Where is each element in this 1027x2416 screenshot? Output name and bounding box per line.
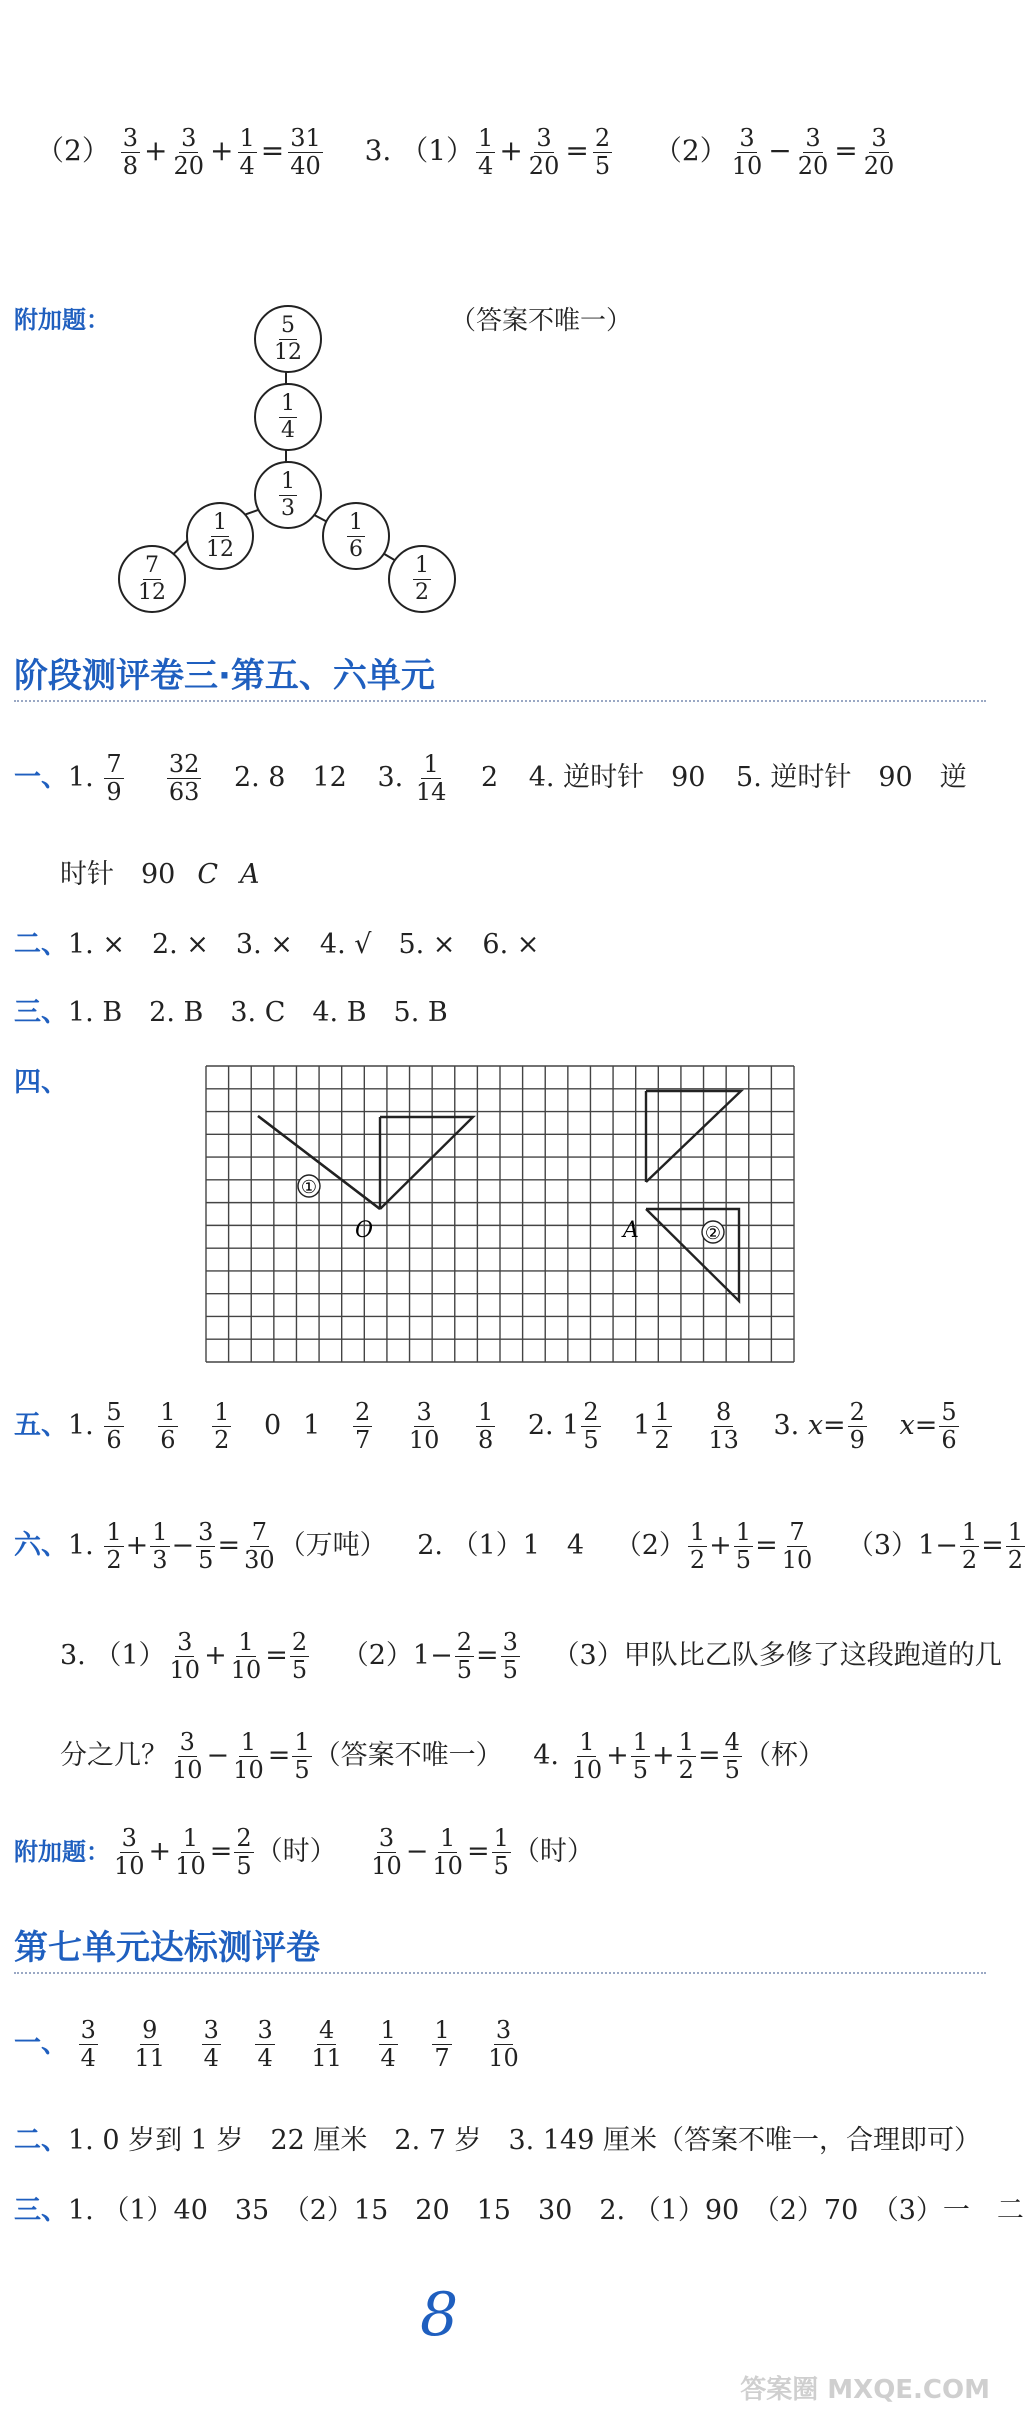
s7-san: 三、1. （1）40 35 （2）15 20 15 30 2. （1）90 （2）70 （3）一 二 (14, 2195, 1024, 2226)
s3-liu-3: 分之几？ $\frac{3}{10}$ − $\frac{1}{10}$ = $\frac{1}{5}$ （答案不唯一） 4. $\frac{1}{10}$ + $\frac{1}{5}$ + $\frac{1}{2}$ = $\frac{4}{5}$ （杯） (60, 1728, 825, 1785)
node-7-12: $\frac{7}{12}$ (118, 545, 186, 613)
s3-er: 二、1. × 2. × 3. × 4. √ 5. × 6. × (14, 929, 540, 960)
page-number: 8 (420, 2280, 459, 2350)
rotation-grid (205, 1065, 795, 1365)
s3-si-label: 四、 (14, 1067, 68, 1098)
fraction: $\frac{3}{10}$ (731, 124, 763, 181)
section-rule (14, 700, 986, 702)
fraction: $\frac{3}{20}$ (528, 124, 560, 181)
s3-yi-line1: 一、1. $\frac{7}{9}$ $\frac{32}{63}$ 2. 8 12 3. $\frac{1}{14}$ 2 4. 逆时针 90 5. 逆时针 90 逆 (14, 750, 967, 807)
s7-yi: 一、 $\frac{3}{4}$ $\frac{9}{11}$ $\frac{3}{4}$ $\frac{3}{4}$ $\frac{4}{11}$ $\frac{1}{4}$ $\frac{1}{7}$ $\frac{3}{10}$ (14, 2016, 519, 2073)
node-5-12: $\frac{5}{12}$ (254, 305, 322, 373)
section-title-7: 第七单元达标测评卷 (14, 1928, 320, 1968)
fraction: $\frac{31}{40}$ (290, 124, 321, 181)
o-label: O (355, 1218, 374, 1243)
fraction: $\frac{32}{63}$ (168, 750, 200, 807)
fraction: $\frac{3}{20}$ (863, 124, 895, 181)
fraction: $\frac{2}{9}$ (849, 1398, 865, 1455)
fraction: $\frac{2}{5}$ (594, 124, 611, 181)
s3-liu-1: 六、1. $\frac{1}{2}$ + $\frac{1}{3}$ − $\frac{3}{5}$ = $\frac{7}{30}$ （万吨） 2. （1）1 4 （2） $\frac{1}{2}$ + $\frac{1}{5}$ = $\frac{7}{10}$ （3）1− $\frac{1}{2}$ = $\frac{1}{2}$ (14, 1518, 1024, 1575)
node-1-4: $\frac{1}{4}$ (254, 383, 322, 451)
fujia-label: 附加题： (14, 306, 110, 334)
fraction: $\frac{1}{2}$ (654, 1398, 670, 1455)
s3-yi-line2: 时针 90 C A (60, 859, 260, 890)
section-rule-7 (14, 1972, 986, 1974)
shape-2-label: ② (704, 1223, 722, 1244)
fujia-note: （答案不唯一） (450, 306, 633, 336)
node-1-3: $\frac{1}{3}$ (254, 461, 322, 529)
fraction: $\frac{3}{20}$ (173, 124, 205, 181)
fraction: $\frac{3}{20}$ (797, 124, 829, 181)
label: （2） (36, 134, 110, 168)
fraction: $\frac{1}{6}$ (160, 1398, 176, 1455)
section-title: 阶段测评卷三·第五、六单元 (14, 656, 435, 696)
fraction: $\frac{7}{9}$ (106, 750, 122, 807)
fraction: $\frac{1}{2}$ (214, 1398, 230, 1455)
fraction: $\frac{3}{10}$ (408, 1398, 440, 1455)
fraction: $\frac{1}{4}$ (478, 124, 494, 181)
node-1-12: $\frac{1}{12}$ (186, 502, 254, 570)
fraction: $\frac{3}{8}$ (122, 124, 139, 181)
fraction: $\frac{1}{8}$ (477, 1398, 494, 1455)
node-1-6: $\frac{1}{6}$ (322, 502, 390, 570)
fraction: $\frac{5}{6}$ (941, 1398, 957, 1455)
s7-er: 二、1. 0 岁到 1 岁 22 厘米 2. 7 岁 3. 149 厘米（答案不唯一，合理即可） (14, 2125, 981, 2156)
label: 3. （1） (364, 134, 475, 168)
s3-liu-2: 3. （1） $\frac{3}{10}$ + $\frac{1}{10}$ = $\frac{2}{5}$ （2）1− $\frac{2}{5}$ = $\frac{3}{5}$ （3）甲队比乙队多修了这段跑道的几 (60, 1628, 1002, 1685)
line1: （2） $\frac{3}{8}$ + $\frac{3}{20}$ + $\frac{1}{4}$ = $\frac{31}{40}$ 3. （1） $\frac{1}{4}$ + $\frac{3}{20}$ = $\frac{2}{5}$ （2） $\frac{3}{10}$ − $\frac{3}{20}$ = $\frac{3}{20}$ (36, 124, 895, 181)
fraction: $\frac{2}{5}$ (583, 1398, 599, 1455)
fraction: $\frac{5}{6}$ (106, 1398, 122, 1455)
fraction: $\frac{8}{13}$ (708, 1398, 739, 1455)
s3-fujia: 附加题： $\frac{3}{10}$ + $\frac{1}{10}$ = $\frac{2}{5}$ （时） $\frac{3}{10}$ − $\frac{1}{10}$ = $\frac{1}{5}$ （时） (14, 1824, 594, 1881)
s3-wu: 五、1. $\frac{5}{6}$ $\frac{1}{6}$ $\frac{1}{2}$ 0 1 $\frac{2}{7}$ $\frac{3}{10}$ $\frac{1}{8}$ 2. 1 $\frac{2}{5}$ 1 $\frac{1}{2}$ $\frac{8}{13}$ 3. x= $\frac{2}{9}$ x= $\frac{5}{6}$ (14, 1398, 957, 1455)
node-1-2: $\frac{1}{2}$ (388, 545, 456, 613)
s3-san: 三、1. B 2. B 3. C 4. B 5. B (14, 997, 448, 1028)
fraction: $\frac{2}{7}$ (354, 1398, 371, 1455)
a-label: A (623, 1218, 639, 1243)
fraction: $\frac{1}{14}$ (415, 750, 447, 807)
shape-1-label: ① (300, 1177, 318, 1198)
fraction: $\frac{1}{4}$ (239, 124, 255, 181)
label: （2） (653, 134, 728, 168)
fraction-tree-lines (0, 0, 1000, 640)
watermark: 答案圈 MXQE.COM (740, 2375, 990, 2405)
